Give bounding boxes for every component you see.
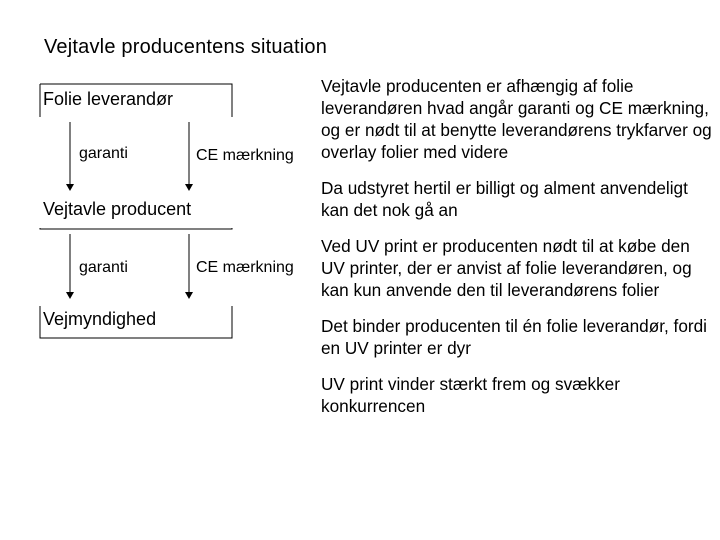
paragraph-dependency: Vejtavle producenten er afhængig af folie leverandøren hvad angår garanti og CE mærkning, og er nødt til at benytte leverandørens trykfarver og overlay folier med videre	[321, 76, 712, 162]
box-producer: Vejtavle producent	[43, 199, 192, 219]
box-supplier: Folie leverandør	[43, 89, 174, 109]
paragraph-cheap-equipment: Da udstyret hertil er billigt og alment anvendeligt kan det nok gå an	[321, 178, 688, 220]
producer-box-outline	[40, 228, 232, 229]
arrow-label-guarantee-1: garanti	[79, 145, 128, 162]
paragraph-competition: UV print vinder stærkt frem og svækker konkurrencen	[321, 374, 620, 416]
page-title: Vejtavle producentens situation	[44, 36, 328, 58]
arrow-label-guarantee-2: garanti	[79, 259, 128, 276]
paragraph-lock-in: Det binder producenten til én folie leverandør, fordi en UV printer er dyr	[321, 316, 707, 358]
paragraph-uv-print: Ved UV print er producenten nødt til at købe den UV printer, der er anvist af folie leverandøren, og kan kun anvende den til leverandørens folier	[321, 236, 692, 300]
box-authority: Vejmyndighed	[43, 309, 157, 329]
arrow-label-ce-2: CE mærkning	[196, 259, 294, 276]
explanation-text	[321, 75, 716, 431]
arrow-label-ce-1: CE mærkning	[196, 147, 294, 164]
